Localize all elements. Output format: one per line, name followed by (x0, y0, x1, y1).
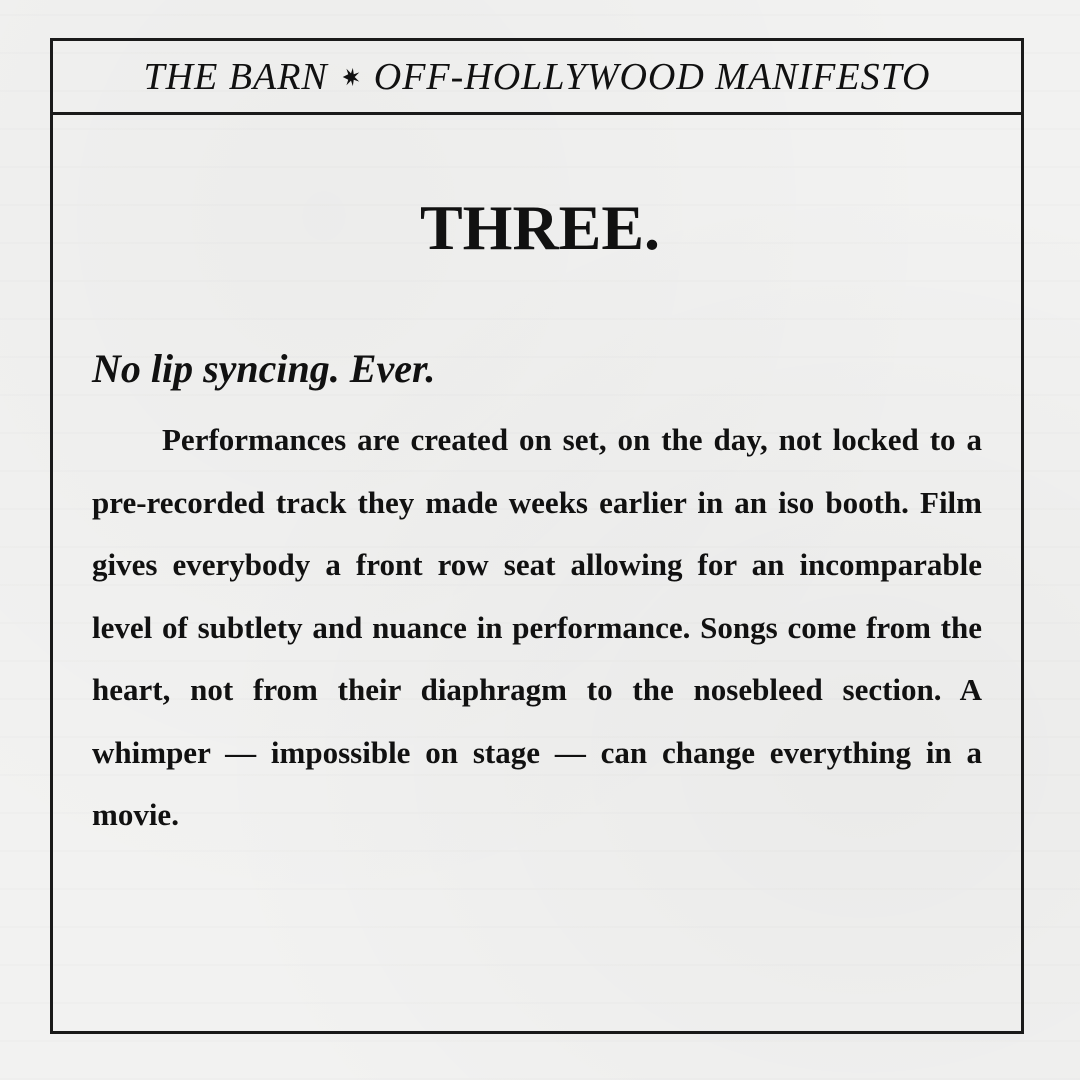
leaf-icon (340, 66, 362, 88)
section-number-title: THREE. (419, 192, 661, 263)
section-body-text: Performances are created on set, on the day, not locked to a pre-recorded track they made weeks earlier in an iso booth. Film gives everybody a front row seat allowing for an incomparable level of subtlety and nuance in performance. Songs come from the heart, not from their diaphragm to the nosebleed section. A whimper — impossible on stage — can change everything in a movie. (92, 422, 982, 832)
section-heading: No lip syncing. Ever. (92, 346, 436, 391)
manifesto-header (53, 41, 1021, 115)
header-left-text: THE BARN (143, 55, 328, 98)
header-right-text: OFF-HOLLYWOOD MANIFESTO (373, 55, 931, 98)
